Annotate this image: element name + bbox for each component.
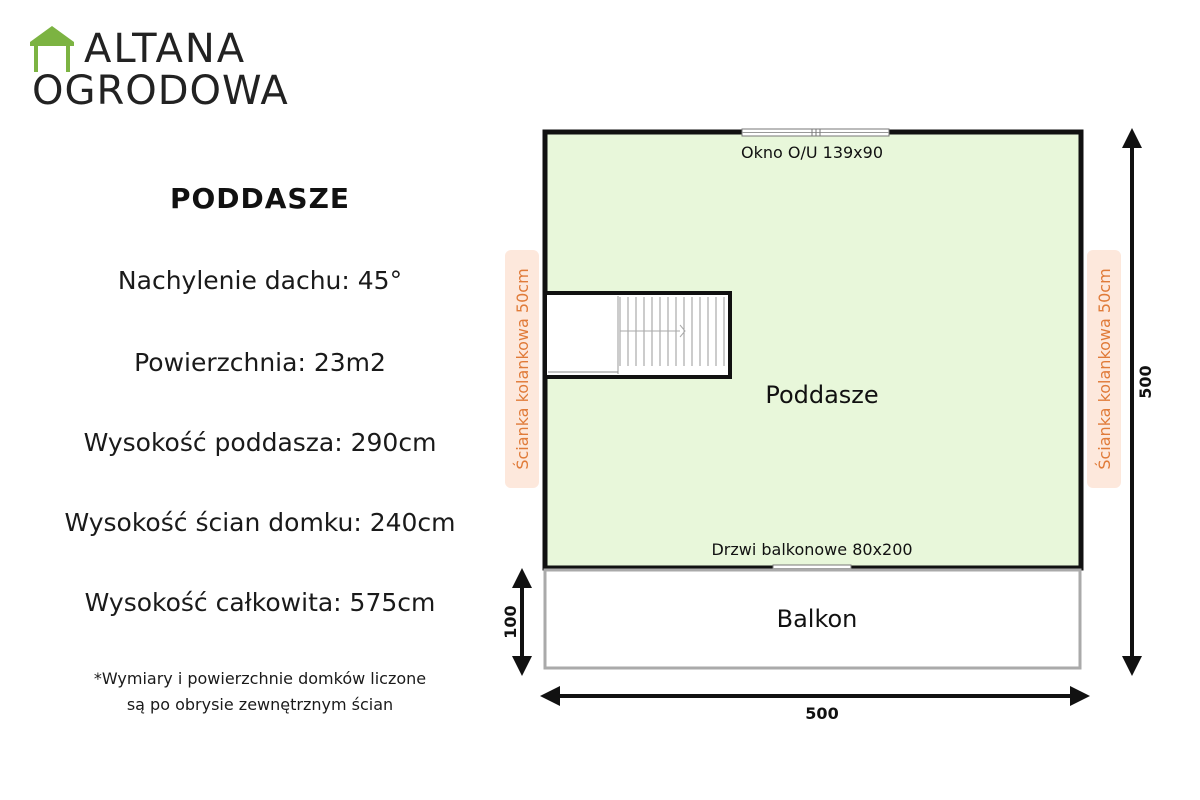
- page-title: PODDASZE: [169, 182, 351, 215]
- knee-wall-right-label: Ścianka kolankowa 50cm: [1095, 268, 1114, 470]
- area-text: Powierzchnia: 23m2: [134, 348, 386, 377]
- roof-pitch-text: Nachylenie dachu: 45°: [117, 266, 403, 295]
- balcony-door-label: Drzwi balkonowe 80x200: [711, 540, 913, 559]
- knee-wall-right-tag: [1087, 250, 1121, 488]
- window-label: Okno O/U 139x90: [740, 143, 884, 162]
- stair-opening: [545, 293, 730, 377]
- room-label: Poddasze: [765, 381, 879, 409]
- wall-height-text: Wysokość ścian domku: 240cm: [64, 508, 456, 537]
- balcony-label: Balkon: [776, 605, 858, 633]
- logo-text-bottom: OGRODOWA: [32, 68, 289, 114]
- window-symbol: [742, 129, 889, 136]
- balcony-dimension-label: 100: [501, 605, 520, 639]
- footnote-line1: *Wymiary i powierzchnie domków liczone: [93, 669, 427, 688]
- footnote-line2: są po obrysie zewnętrznym ścian: [126, 695, 394, 714]
- logo-text-top: ALTANA: [84, 26, 247, 72]
- knee-wall-left-tag: [505, 250, 539, 488]
- depth-dimension-label: 500: [1136, 365, 1155, 399]
- total-height-text: Wysokość całkowita: 575cm: [84, 588, 436, 617]
- width-dimension-label: 500: [805, 704, 839, 723]
- knee-wall-left-label: Ścianka kolankowa 50cm: [513, 268, 532, 470]
- attic-height-text: Wysokość poddasza: 290cm: [83, 428, 437, 457]
